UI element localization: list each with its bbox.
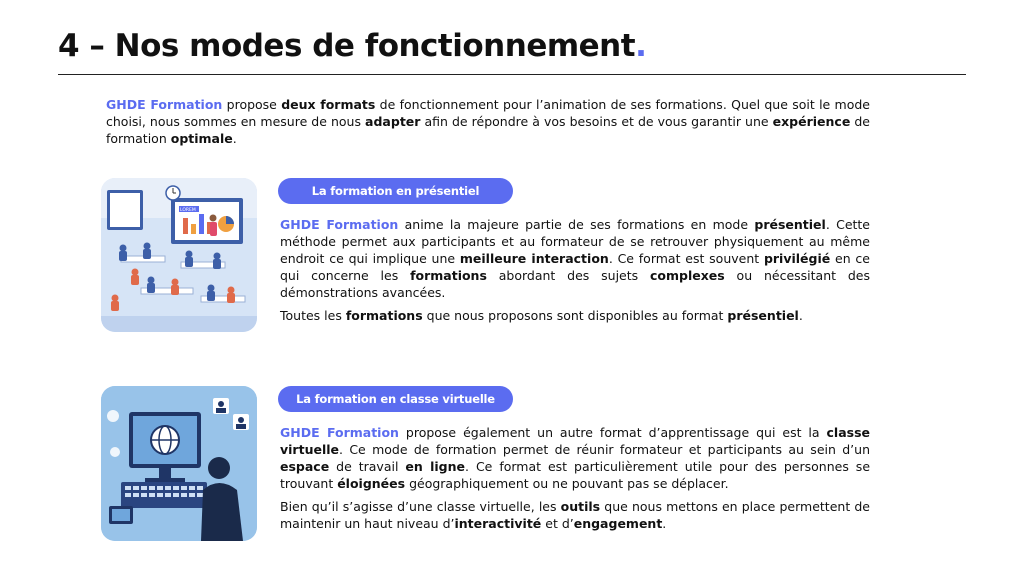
text-run: de formation — [106, 114, 870, 146]
screen-label: LOREM — [180, 208, 196, 213]
bold-run: engagement — [573, 516, 663, 531]
bold-run: formations — [345, 308, 423, 323]
classe-virtuelle-text — [280, 424, 870, 538]
brand-name: GHDE Formation — [280, 217, 399, 232]
bold-run: interactivité — [454, 516, 542, 531]
intro-paragraph — [106, 96, 870, 147]
text-run: Bien qu’il s’agisse d’une classe virtuelle, les — [280, 499, 561, 514]
title-dot: . — [635, 28, 647, 64]
text-run: que nous mettons en place permettent de maintenir un haut niveau d’ — [280, 499, 870, 531]
text-run: abordant des sujets — [486, 268, 650, 283]
text-run: que nous proposons sont disponibles au format — [422, 308, 728, 323]
page-title — [58, 28, 646, 64]
classe-virtuelle-paragraph-1 — [280, 424, 870, 492]
text-run: de travail — [329, 459, 406, 474]
bold-run: formations — [410, 268, 487, 283]
text-run: propose — [222, 97, 282, 112]
bold-run: privilégié — [763, 251, 831, 266]
classe-virtuelle-paragraph-2 — [280, 498, 870, 532]
bold-run: outils — [560, 499, 601, 514]
text-run: . Ce format est particulièrement utile pour des personnes se trouvant — [280, 459, 871, 491]
bold-run: espace — [280, 459, 330, 474]
text-run: de fonctionnement pour l’animation de ses formations. Quel que soit le mode choisi, nous sommes en mesure de nous — [106, 97, 870, 129]
bold-run: meilleure interaction — [459, 251, 609, 266]
bold-run: classe virtuelle — [280, 425, 870, 457]
bold-run: en ligne — [405, 459, 466, 474]
bold-run: complexes — [650, 268, 725, 283]
text-run: Toutes les — [280, 308, 346, 323]
text-run: . Cette méthode permet aux participants et au formateur de se retrouver physiquement au même endroit ce qui implique une — [280, 217, 871, 266]
text-run: . — [232, 131, 237, 146]
text-run: . — [798, 308, 803, 323]
presentiel-text — [280, 216, 870, 330]
text-run: afin de répondre à vos besoins et de vous garantir une — [420, 114, 773, 129]
bold-run: présentiel — [754, 217, 826, 232]
bold-run: présentiel — [727, 308, 799, 323]
text-run: ou nécessitant des démonstrations avancées. — [280, 268, 871, 300]
brand-name: GHDE Formation — [106, 97, 223, 112]
bold-run: éloignées — [337, 476, 406, 491]
brand-name: GHDE Formation — [280, 425, 399, 440]
text-run: . Ce mode de formation permet de réunir formateur et participants au sein d’un — [339, 442, 870, 457]
text-run: anime la majeure partie de ses formations en mode — [398, 217, 755, 232]
text-run: propose également un autre format d’apprentissage qui est la — [398, 425, 827, 440]
presentiel-paragraph-2 — [280, 307, 870, 324]
text-run: . Ce format est souvent — [608, 251, 764, 266]
text-run: géographiquement ou ne pouvant pas se déplacer. — [405, 476, 729, 491]
virtual-class-illustration — [101, 386, 257, 541]
page-title-text: 4 – Nos modes de fonctionnement — [58, 28, 636, 64]
pill-presentiel: La formation en présentiel — [278, 178, 513, 204]
presentiel-paragraph-1 — [280, 216, 870, 301]
classroom-illustration — [101, 178, 257, 332]
text-run: en ce qui concerne les — [280, 251, 870, 283]
pill-classe-virtuelle: La formation en classe virtuelle — [278, 386, 513, 412]
text-run: . — [662, 516, 667, 531]
bold-run: expérience — [772, 114, 851, 129]
title-divider — [58, 74, 966, 75]
bold-run: optimale — [170, 131, 233, 146]
bold-run: adapter — [365, 114, 421, 129]
text-run: et d’ — [541, 516, 574, 531]
bold-run: deux formats — [281, 97, 376, 112]
